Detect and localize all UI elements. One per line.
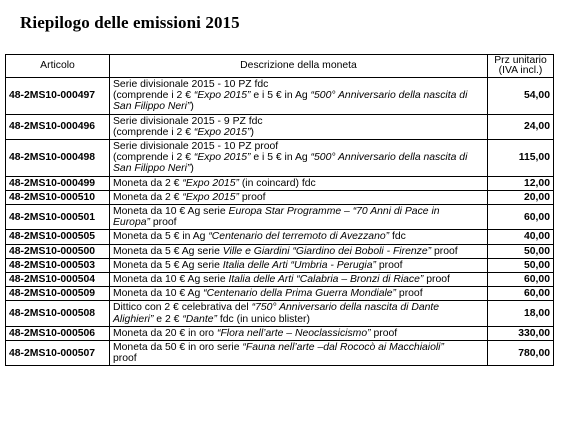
text-segment: Serie divisionale 2015 - 9 PZ fdc <box>113 115 263 127</box>
articolo-code: 48-2MS10-000499 <box>6 176 110 190</box>
unit-price: 12,00 <box>488 176 554 190</box>
articolo-code: 48-2MS10-000506 <box>6 326 110 340</box>
articolo-code: 48-2MS10-000509 <box>6 287 110 301</box>
description-line <box>113 192 484 203</box>
articolo-code: 48-2MS10-000510 <box>6 190 110 204</box>
italic-text: Italia delle Arti “Umbria - Perugia” <box>222 259 376 271</box>
text-segment: proof <box>238 191 266 203</box>
italic-text: “Expo 2015” <box>182 191 239 203</box>
italic-text: Ville e Giardini “Giardino dei Boboli - Firenze” <box>222 245 432 257</box>
description-line <box>113 206 484 217</box>
table-row <box>6 244 554 258</box>
header-articolo: Articolo <box>6 55 110 78</box>
coin-description <box>110 244 488 258</box>
text-segment: (comprende i 2 € <box>113 126 194 138</box>
articolo-code: 48-2MS10-000496 <box>6 114 110 139</box>
page-title: Riepilogo delle emissioni 2015 <box>20 13 240 32</box>
coin-description <box>110 287 488 301</box>
text-segment: ) <box>190 101 194 113</box>
text-segment: (in coincard) fdc <box>238 177 316 189</box>
italic-text: “Expo 2015” <box>193 126 251 138</box>
description-line <box>113 141 484 152</box>
unit-price: 18,00 <box>488 301 554 326</box>
unit-price: 115,00 <box>488 140 554 177</box>
text-segment: proof <box>370 327 398 339</box>
italic-text: “Dante” <box>182 313 217 325</box>
coin-description <box>110 140 488 177</box>
description-line <box>113 342 484 353</box>
description-line <box>113 246 484 257</box>
italic-text: “Expo 2015” <box>182 177 239 189</box>
coin-description <box>110 230 488 244</box>
coin-description <box>110 341 488 366</box>
italic-text: “Expo 2015” <box>193 90 251 102</box>
coin-description <box>110 78 488 115</box>
articolo-code: 48-2MS10-000507 <box>6 341 110 366</box>
articolo-code: 48-2MS10-000498 <box>6 140 110 177</box>
italic-text: San Filippo Neri” <box>113 101 191 113</box>
text-segment: proof <box>396 288 423 300</box>
emissions-table <box>5 54 554 366</box>
description-line <box>113 274 484 285</box>
text-segment: proof <box>113 353 137 365</box>
text-segment: e i 5 € in Ag <box>250 90 311 102</box>
coin-description <box>110 114 488 139</box>
text-segment: proof <box>375 259 403 271</box>
description-line <box>113 314 484 325</box>
description-line <box>113 163 484 174</box>
unit-price: 54,00 <box>488 78 554 115</box>
header-prezzo <box>488 55 554 78</box>
description-line <box>113 152 484 163</box>
table-row <box>6 176 554 190</box>
text-segment: ) <box>190 163 194 175</box>
text-segment: Moneta da 50 € in oro serie <box>113 342 243 354</box>
description-line <box>113 260 484 271</box>
text-segment: Serie divisionale 2015 - 10 PZ fdc <box>113 79 269 90</box>
table-row <box>6 78 554 115</box>
description-line <box>113 101 484 112</box>
table-row <box>6 205 554 230</box>
unit-price: 40,00 <box>488 230 554 244</box>
text-segment: Moneta da 5 € in Ag <box>113 231 209 243</box>
description-line <box>113 353 484 364</box>
table-row <box>6 114 554 139</box>
italic-text: Italia delle Arti “Calabria – Bronzi di Riace” <box>228 274 424 286</box>
articolo-code: 48-2MS10-000497 <box>6 78 110 115</box>
table-row <box>6 326 554 340</box>
table-row <box>6 301 554 326</box>
text-segment: Moneta da 2 € <box>113 191 183 203</box>
table-row <box>6 190 554 204</box>
text-segment: fdc (in unico blister) <box>216 313 310 325</box>
table-row <box>6 140 554 177</box>
italic-text: “500° Anniversario della nascita di <box>310 90 468 102</box>
unit-price: 330,00 <box>488 326 554 340</box>
text-segment: Dittico con 2 € celebrativa del <box>113 302 252 314</box>
articolo-code: 48-2MS10-000504 <box>6 273 110 287</box>
italic-text: Alighieri” <box>113 313 154 325</box>
table-row <box>6 273 554 287</box>
unit-price: 780,00 <box>488 341 554 366</box>
coin-description <box>110 190 488 204</box>
italic-text: Europa Star Programme – “70 Anni di Pace in <box>228 206 440 218</box>
italic-text: “Centenario della Prima Guerra Mondiale” <box>203 288 397 300</box>
text-segment: proof <box>431 245 458 257</box>
text-segment: Moneta da 10 € Ag serie <box>113 274 229 286</box>
articolo-code: 48-2MS10-000505 <box>6 230 110 244</box>
unit-price: 50,00 <box>488 244 554 258</box>
italic-text: “500° Anniversario della nascita di <box>310 152 468 164</box>
text-segment: proof <box>149 217 177 229</box>
header-prezzo-line2: (IVA incl.) <box>498 65 543 76</box>
italic-text: “Centenario del terremoto di Avezzano” <box>208 231 390 243</box>
text-segment: proof <box>423 274 450 286</box>
unit-price: 20,00 <box>488 190 554 204</box>
text-segment: fdc <box>389 231 406 243</box>
unit-price: 24,00 <box>488 114 554 139</box>
italic-text: “750° Anniversario della nascita di Dante <box>251 302 440 314</box>
description-line <box>113 217 484 228</box>
text-segment: Moneta da 5 € Ag serie <box>113 259 223 271</box>
description-line <box>113 116 484 127</box>
description-line <box>113 328 484 339</box>
articolo-code: 48-2MS10-000508 <box>6 301 110 326</box>
table-row <box>6 341 554 366</box>
description-line <box>113 178 484 189</box>
unit-price: 60,00 <box>488 205 554 230</box>
italic-text: “Fauna nell’arte –dal Rococò ai Macchiaioli” <box>242 342 444 354</box>
table-body <box>6 78 554 366</box>
header-prezzo-line1: Prz unitario <box>494 54 547 66</box>
text-segment: (comprende i 2 € <box>113 152 194 164</box>
text-segment: Moneta da 10 € Ag <box>113 288 204 300</box>
articolo-code: 48-2MS10-000503 <box>6 258 110 272</box>
text-segment: ) <box>250 126 254 138</box>
description-line <box>113 231 484 242</box>
coin-description <box>110 205 488 230</box>
unit-price: 60,00 <box>488 273 554 287</box>
text-segment: Moneta da 10 € Ag serie <box>113 206 229 218</box>
coin-description <box>110 326 488 340</box>
header-descrizione: Descrizione della moneta <box>110 55 488 78</box>
coin-description <box>110 301 488 326</box>
italic-text: Europa” <box>113 217 150 229</box>
description-line <box>113 302 484 313</box>
coin-description <box>110 273 488 287</box>
unit-price: 50,00 <box>488 258 554 272</box>
table-header-row <box>6 55 554 78</box>
text-segment: Serie divisionale 2015 - 10 PZ proof <box>113 141 279 153</box>
text-segment: e i 5 € in Ag <box>250 152 311 164</box>
table-row <box>6 287 554 301</box>
table-row <box>6 258 554 272</box>
description-line <box>113 90 484 101</box>
table-row <box>6 230 554 244</box>
articolo-code: 48-2MS10-000501 <box>6 205 110 230</box>
coin-description <box>110 176 488 190</box>
description-line <box>113 288 484 299</box>
articolo-code: 48-2MS10-000500 <box>6 244 110 258</box>
italic-text: “Expo 2015” <box>193 152 251 164</box>
description-line <box>113 79 484 90</box>
description-line <box>113 127 484 138</box>
italic-text: “Flora nell’arte – Neoclassicismo” <box>216 327 371 339</box>
italic-text: San Filippo Neri” <box>113 163 191 175</box>
text-segment: (comprende i 2 € <box>113 90 194 102</box>
text-segment: Moneta da 2 € <box>113 177 183 189</box>
unit-price: 60,00 <box>488 287 554 301</box>
coin-description <box>110 258 488 272</box>
text-segment: e 2 € <box>153 313 183 325</box>
text-segment: Moneta da 20 € in oro <box>113 327 217 339</box>
text-segment: Moneta da 5 € Ag serie <box>113 245 223 257</box>
